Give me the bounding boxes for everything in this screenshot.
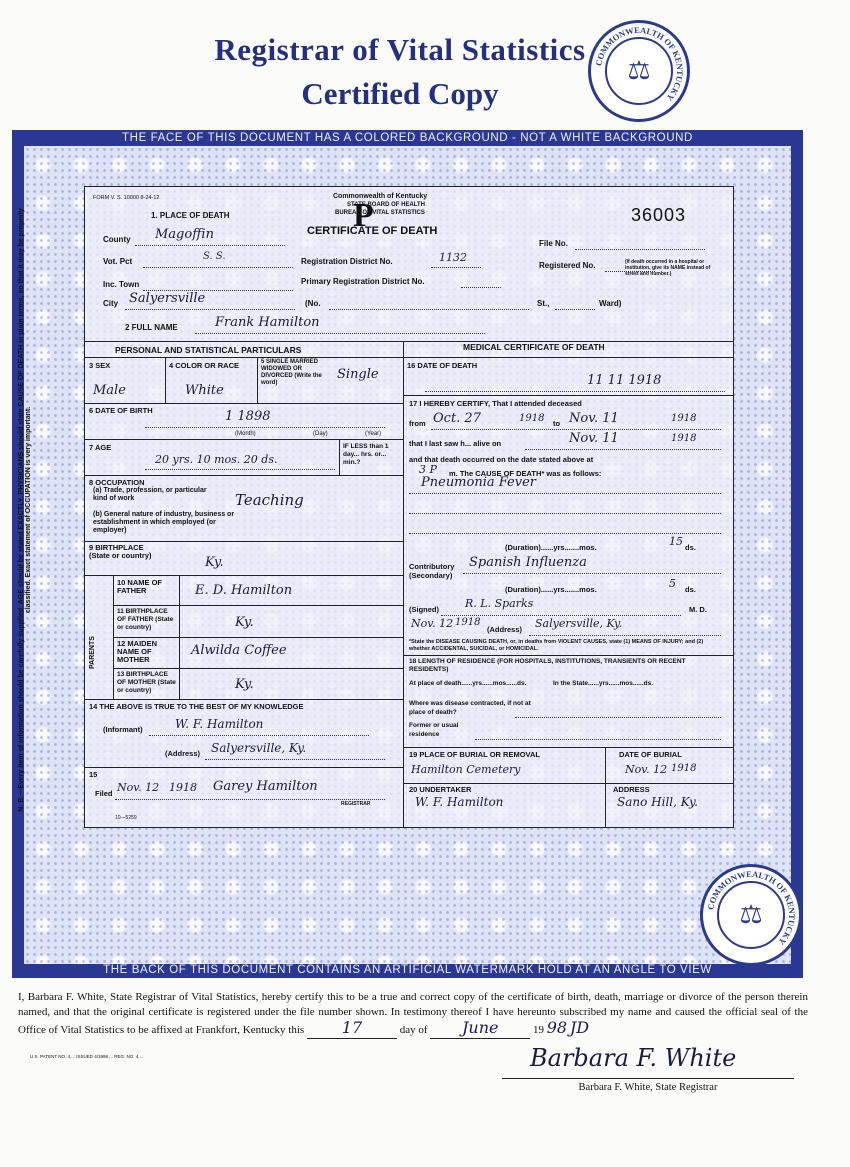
- duration2-value: 5: [669, 577, 676, 590]
- registration-district-label: Registration District No.: [301, 257, 393, 266]
- contributory-label: Contributory (Secondary): [409, 562, 455, 580]
- signature-line: [502, 1078, 794, 1079]
- undertaker-address-label: ADDRESS: [613, 785, 650, 794]
- board: STATE BOARD OF HEALTH: [347, 202, 425, 208]
- ward-label: Ward): [599, 299, 622, 308]
- occupation-label: 8 OCCUPATION: [89, 478, 145, 487]
- registrar-title: Barbara F. White, State Registrar: [578, 1082, 718, 1093]
- svg-text:COMMONWEALTH OF KENTUCKY: COMMONWEALTH OF KENTUCKY: [593, 24, 686, 103]
- filed-value: Nov. 12: [117, 781, 160, 794]
- mother-label: 12 MAIDEN NAME OF MOTHER: [117, 639, 158, 664]
- age-value: 20 yrs. 10 mos. 20 ds.: [155, 453, 278, 466]
- last-saw-label: that I last saw h... alive on: [409, 439, 502, 448]
- last-saw-year: 1918: [671, 433, 697, 444]
- city-value: Salyersville: [129, 291, 206, 306]
- undertaker-value: W. F. Hamilton: [415, 795, 504, 809]
- cause-value: Pneumonia Fever: [421, 475, 537, 490]
- md-label: M. D.: [689, 605, 707, 614]
- from-value: Oct. 27: [433, 411, 481, 426]
- issuer: Commonwealth of Kentucky: [333, 193, 428, 200]
- father-label: 10 NAME OF FATHER: [117, 578, 163, 595]
- in-state-label: In the State......yrs......mos......ds.: [553, 680, 654, 687]
- signed-value: R. L. Sparks: [465, 597, 534, 610]
- date-of-birth-value: 1 1898: [225, 409, 271, 424]
- occupation-b-label: (b) General nature of industry, business or establishment in which employed (or employer): [93, 511, 235, 534]
- occupation-value: Teaching: [235, 491, 304, 509]
- vot-pct-label: Vot. Pct: [103, 257, 133, 266]
- duration2-ds: ds.: [685, 585, 696, 594]
- father-birthplace-value: Ky.: [235, 615, 254, 630]
- informant-address-label: (Address): [165, 749, 201, 758]
- full-name-value: Frank Hamilton: [215, 315, 320, 330]
- undertaker-address-value: Sano Hill, Ky.: [617, 795, 698, 809]
- patent-notice: U.S. PATENT NO. 4,... ISSUED 4/1998 ... REG. NO. 4,...: [30, 1054, 144, 1059]
- address-label: (Address): [487, 625, 523, 634]
- birthplace-label: 9 BIRTHPLACE (State or country): [89, 543, 152, 560]
- filed-year: 1918: [169, 781, 197, 794]
- address-value: Salyersville, Ky.: [535, 617, 623, 630]
- death-occurred-label: and that death occurred on the date stated above at: [409, 455, 594, 464]
- form-code: 15: [89, 770, 98, 779]
- seal-figure-icon: ⚖: [605, 37, 673, 105]
- year-prefix: 19: [533, 1024, 544, 1036]
- certified-month: June: [462, 1018, 499, 1037]
- certified-year: 98: [546, 1018, 568, 1037]
- primary-registration-label: Primary Registration District No.: [301, 277, 425, 286]
- certificate-title: CERTIFICATE OF DEATH: [307, 225, 438, 237]
- less-than-label: IF LESS than 1 day... hrs. or... min.?: [343, 443, 389, 466]
- true-statement-label: 14 THE ABOVE IS TRUE TO THE BEST OF MY KNOWLEDGE: [89, 702, 304, 711]
- sex-label: 3 SEX: [89, 361, 111, 370]
- full-name-label: 2 FULL NAME: [125, 323, 178, 332]
- birthplace-value: Ky.: [205, 555, 224, 570]
- day-of-label: day of: [399, 1024, 428, 1036]
- side-instructions: N. B.—Every item of information should be carefully supplied. AGE should be stated EXACTLY. PHYSICIANS should state CAUSE OF DEATH in plain terms, so that it may be properly classified. Exact statement of OCCUPATION is very important.: [18, 208, 32, 812]
- last-saw-value: Nov. 11: [569, 431, 619, 446]
- certification-text: I, Barbara F. White, State Registrar of Vital Statistics, hereby certify this to be a true and correct copy of the certificate of birth, death, marriage or divorce of the person therein named, and that the original certificate is registered under the file number shown. In testimony thereof I have hereunto subscribed my name and caused the official seal of the Office of Vital Statistics to be affixed at Frankfort, Kentucky this: [18, 991, 808, 1036]
- personal-header: PERSONAL AND STATISTICAL PARTICULARS: [115, 345, 302, 355]
- mother-birthplace-label: 13 BIRTHPLACE OF MOTHER (State or country): [117, 671, 176, 694]
- filed-label: Filed: [95, 789, 113, 798]
- signed-label: (Signed): [409, 605, 439, 614]
- contributory-value: Spanish Influenza: [469, 555, 587, 570]
- at-place-label: At place of death......yrs......mos......ds.: [409, 680, 527, 687]
- date-of-burial-label: DATE OF BURIAL: [619, 750, 682, 759]
- registrar-signature: Barbara F. White: [530, 1044, 737, 1072]
- from-label: from: [409, 419, 426, 428]
- registrar-value: Garey Hamilton: [213, 779, 318, 794]
- inc-town-label: Inc. Town: [103, 280, 140, 289]
- mother-birthplace-value: Ky.: [235, 677, 254, 692]
- clerk-initials: JD: [569, 1018, 590, 1037]
- marital-label: 5 SINGLE MARRIED WIDOWED OR DIVORCED (Write the word): [261, 359, 322, 386]
- certificate-number: 36003: [631, 205, 687, 225]
- date-of-birth-label: 6 DATE OF BIRTH: [89, 406, 153, 415]
- signed-date: Nov. 12: [411, 617, 454, 630]
- kentucky-seal-top: [588, 20, 690, 122]
- print-code: 10—5259: [115, 815, 137, 821]
- to-value: Nov. 11: [569, 411, 619, 426]
- informant-address-value: Salyersville, Ky.: [211, 741, 307, 755]
- duration-value: 15: [669, 535, 683, 548]
- medical-header: MEDICAL CERTIFICATE OF DEATH: [463, 342, 605, 352]
- page-title: Registrar of Vital Statistics: [214, 32, 586, 67]
- county-label: County: [103, 235, 131, 244]
- father-birthplace-label: 11 BIRTHPLACE OF FATHER (State or country): [117, 608, 174, 631]
- death-certificate: [84, 186, 734, 828]
- disease-contracted-label: Where was disease contracted, if not at place of death?: [409, 700, 531, 716]
- st-label: St.,: [537, 299, 550, 308]
- burial-value: Hamilton Cemetery: [411, 763, 521, 776]
- seal-ring-text: [703, 867, 799, 963]
- county-value: Magoffin: [155, 227, 214, 242]
- seal-figure-icon: ⚖: [717, 881, 785, 949]
- city-label: City: [103, 299, 119, 308]
- bottom-band: THE BACK OF THIS DOCUMENT CONTAINS AN ARTIFICIAL WATERMARK HOLD AT AN ANGLE TO VIEW: [103, 964, 712, 976]
- cause-note: *State the DISEASE CAUSING DEATH, or, in deaths from VIOLENT CAUSES, state (1) MEANS OF INJURY; and (2) whether ACCIDENTAL, SUICIDAL, or HOMICIDAL.: [409, 639, 704, 652]
- occupation-a-label: (a) Trade, profession, or particular kind of work: [93, 487, 207, 502]
- form-letter: P: [353, 197, 374, 234]
- burial-label: 19 PLACE OF BURIAL OR REMOVAL: [409, 750, 540, 759]
- date-of-death-value: 11 11 1918: [587, 373, 662, 388]
- page-subtitle: Certified Copy: [301, 76, 499, 111]
- color-label: 4 COLOR OR RACE: [169, 361, 240, 370]
- informant-label: (Informant): [103, 725, 143, 734]
- vot-pct-value: S. S.: [203, 251, 226, 262]
- month-label: (Month): [235, 431, 256, 437]
- svg-text:COMMONWEALTH OF KENTUCKY: COMMONWEALTH OF KENTUCKY: [705, 868, 798, 947]
- file-no-label: File No.: [539, 239, 568, 248]
- father-value: E. D. Hamilton: [195, 583, 293, 598]
- registrar-label: REGISTRAR: [341, 801, 371, 807]
- undertaker-label: 20 UNDERTAKER: [409, 785, 472, 794]
- certify-label: 17 I HEREBY CERTIFY, That I attended deceased: [409, 399, 582, 408]
- duration-label: (Duration)......yrs.......mos.: [505, 543, 597, 552]
- duration2-label: (Duration)......yrs.......mos.: [505, 585, 597, 594]
- color-value: White: [185, 383, 224, 398]
- informant-value: W. F. Hamilton: [175, 717, 264, 731]
- date-of-burial-year: 1918: [671, 763, 697, 774]
- top-band: THE FACE OF THIS DOCUMENT HAS A COLORED BACKGROUND - NOT A WHITE BACKGROUND: [122, 132, 693, 144]
- signed-year: 1918: [455, 617, 481, 628]
- kentucky-seal-bottom: [700, 864, 802, 966]
- form-number: FORM V. S. 10000 8-24-12: [93, 195, 160, 201]
- no-label: (No.: [305, 299, 321, 308]
- registered-no-label: Registered No.: [539, 261, 596, 270]
- length-residence-label: 18 LENGTH OF RESIDENCE (FOR HOSPITALS, INSTITUTIONS, TRANSIENTS OR RECENT RESIDENTS): [409, 658, 686, 673]
- mother-value: Alwilda Coffee: [191, 643, 287, 658]
- date-of-death-label: 16 DATE OF DEATH: [407, 361, 478, 370]
- duration-ds: ds.: [685, 543, 696, 552]
- bureau: BUREAU OF VITAL STATISTICS: [335, 210, 425, 216]
- from-year: 1918: [519, 413, 545, 424]
- date-of-burial-value: Nov. 12: [625, 763, 668, 776]
- death-occurred-value: 3 P: [419, 463, 437, 476]
- to-label: to: [553, 419, 561, 428]
- hospital-note: (If death occurred in a hospital or institution, give its NAME instead of street and number.): [625, 259, 711, 277]
- place-of-death-label: 1. PLACE OF DEATH: [151, 211, 230, 220]
- former-residence-label: Former or usual residence: [409, 722, 459, 738]
- certified-day: 17: [341, 1018, 363, 1037]
- day-label: (Day): [313, 431, 328, 437]
- sex-value: Male: [93, 383, 126, 398]
- to-year: 1918: [671, 413, 697, 424]
- cause-label: m. The CAUSE OF DEATH* was as follows:: [449, 469, 602, 478]
- marital-value: Single: [337, 367, 379, 382]
- year-label: (Year): [365, 431, 382, 437]
- seal-ring-text: [591, 23, 687, 119]
- age-label: 7 AGE: [89, 443, 112, 452]
- registration-district-value: 1132: [439, 251, 467, 264]
- certification-statement: [18, 990, 808, 1039]
- parents-label: PARENTS: [89, 636, 96, 669]
